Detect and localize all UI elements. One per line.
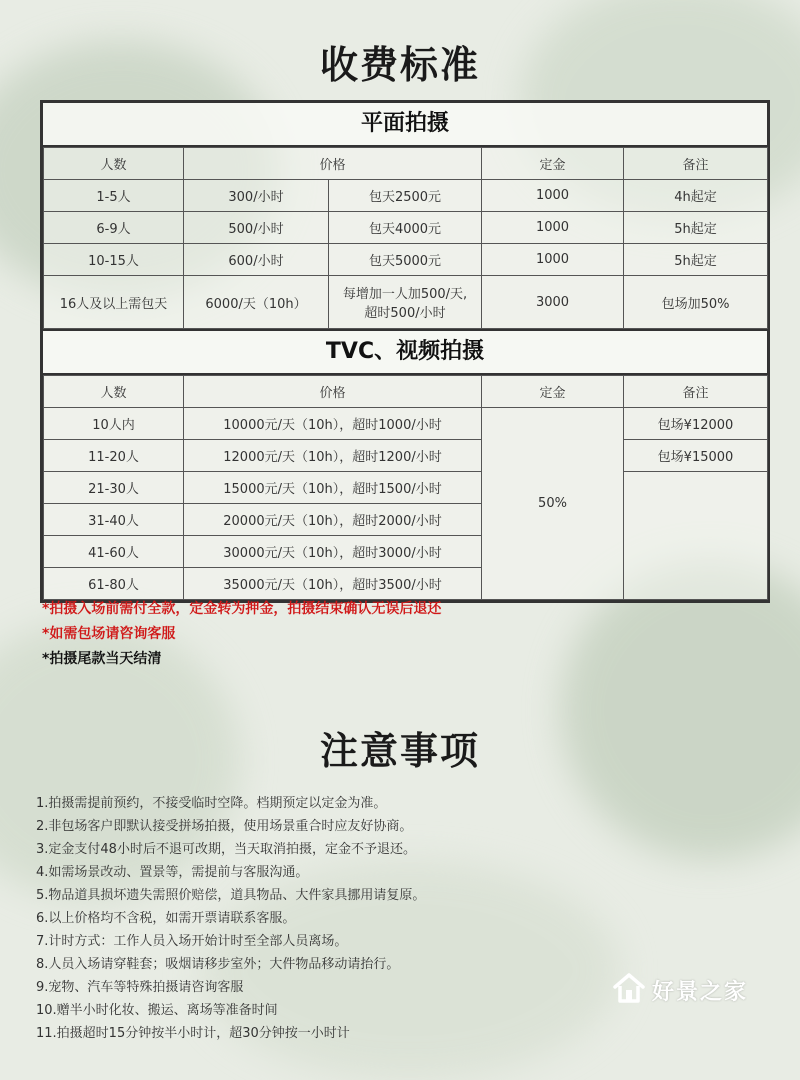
- hourly-price-cell: 500/小时: [184, 212, 329, 244]
- people-cell: 16人及以上需包天: [44, 276, 184, 329]
- rule-item: 8.人员入场请穿鞋套；吸烟请移步室外；大件物品移动请抬行。: [36, 957, 400, 972]
- package-price-line: 每增加一人加500/天,: [342, 287, 468, 302]
- people-cell: 31-40人: [44, 504, 184, 536]
- photo-section-heading: 平面拍摄: [43, 103, 767, 147]
- rule-item: 3.定金支付48小时后不退可改期，当天取消拍摄，定金不予退还。: [36, 842, 416, 857]
- table-row: [44, 212, 768, 244]
- background-blot: [560, 560, 800, 860]
- table-row: [44, 408, 768, 440]
- deposit-cell: 1000: [482, 180, 624, 212]
- package-price-cell: [329, 276, 482, 329]
- price-cell: 35000元/天（10h），超时3500/小时: [184, 568, 482, 600]
- photo-price-table: [43, 147, 768, 329]
- payment-notice: *拍摄入场前需付全款，定金转为押金，拍摄结束确认无误后退还: [42, 601, 442, 617]
- package-price-cell: 包天2500元: [329, 180, 482, 212]
- hourly-price-cell: 600/小时: [184, 244, 329, 276]
- rule-item: 5.物品道具损坏遗失需照价赔偿，道具物品、大件家具挪用请复原。: [36, 888, 426, 903]
- column-header: 价格: [184, 148, 482, 180]
- video-price-table: [43, 375, 768, 600]
- package-price-cell: 包天4000元: [329, 212, 482, 244]
- deposit-cell: 3000: [482, 276, 624, 329]
- deposit-cell: 1000: [482, 244, 624, 276]
- logo-text: 好景之家: [652, 979, 749, 1005]
- people-cell: 10人内: [44, 408, 184, 440]
- rule-item: 9.宠物、汽车等特殊拍摄请咨询客服: [36, 980, 244, 995]
- video-section-heading: TVC、视频拍摄: [43, 329, 767, 375]
- people-cell: 1-5人: [44, 180, 184, 212]
- price-cell: 30000元/天（10h），超时3000/小时: [184, 536, 482, 568]
- brand-logo: [612, 972, 748, 1008]
- column-header: 定金: [482, 376, 624, 408]
- rule-item: 7.计时方式：工作人员入场开始计时至全部人员离场。: [36, 934, 348, 949]
- rule-item: 2.非包场客户即默认接受拼场拍摄，使用场景重合时应友好协商。: [36, 819, 413, 834]
- rule-item: 11.拍摄超时15分钟按半小时计，超30分钟按一小时计: [36, 1026, 350, 1041]
- note-cell-empty: [624, 472, 768, 600]
- table-row: [44, 440, 768, 472]
- price-cell: 20000元/天（10h），超时2000/小时: [184, 504, 482, 536]
- hourly-price-cell: 6000/天（10h）: [184, 276, 329, 329]
- column-header: 定金: [482, 148, 624, 180]
- table-row: [44, 180, 768, 212]
- people-cell: 6-9人: [44, 212, 184, 244]
- hourly-price-cell: 300/小时: [184, 180, 329, 212]
- rule-item: 6.以上价格均不含税，如需开票请联系客服。: [36, 911, 296, 926]
- note-cell: 包场加50%: [624, 276, 768, 329]
- note-cell: 5h起定: [624, 212, 768, 244]
- house-icon: [612, 972, 646, 1008]
- people-cell: 61-80人: [44, 568, 184, 600]
- settlement-notice: *拍摄尾款当天结清: [42, 651, 162, 667]
- package-price-line: 超时500/小时: [364, 306, 446, 321]
- people-cell: 41-60人: [44, 536, 184, 568]
- price-cell: 10000元/天（10h），超时1000/小时: [184, 408, 482, 440]
- note-cell: 包场¥15000: [624, 440, 768, 472]
- deposit-cell: 50%: [482, 408, 624, 600]
- table-row: [44, 244, 768, 276]
- rule-item: 1.拍摄需提前预约，不接受临时空降。档期预定以定金为准。: [36, 796, 387, 811]
- table-row: [44, 276, 768, 329]
- table-header-row: [44, 376, 768, 408]
- note-cell: 5h起定: [624, 244, 768, 276]
- column-header: 备注: [624, 376, 768, 408]
- note-cell: 包场¥12000: [624, 408, 768, 440]
- column-header: 人数: [44, 376, 184, 408]
- notes-title: 注意事项: [319, 729, 480, 773]
- people-cell: 11-20人: [44, 440, 184, 472]
- table-header-row: [44, 148, 768, 180]
- column-header: 备注: [624, 148, 768, 180]
- column-header: 人数: [44, 148, 184, 180]
- price-tables: [40, 100, 770, 603]
- people-cell: 10-15人: [44, 244, 184, 276]
- booking-notice: *如需包场请咨询客服: [42, 626, 176, 642]
- package-price-cell: 包天5000元: [329, 244, 482, 276]
- rule-item: 10.赠半小时化妆、搬运、离场等准备时间: [36, 1003, 278, 1018]
- table-row: [44, 472, 768, 504]
- note-cell: 4h起定: [624, 180, 768, 212]
- people-cell: 21-30人: [44, 472, 184, 504]
- rule-item: 4.如需场景改动、置景等，需提前与客服沟通。: [36, 865, 309, 880]
- price-cell: 15000元/天（10h），超时1500/小时: [184, 472, 482, 504]
- price-cell: 12000元/天（10h），超时1200/小时: [184, 440, 482, 472]
- fees-title: 收费标准: [319, 43, 480, 87]
- deposit-cell: 1000: [482, 212, 624, 244]
- column-header: 价格: [184, 376, 482, 408]
